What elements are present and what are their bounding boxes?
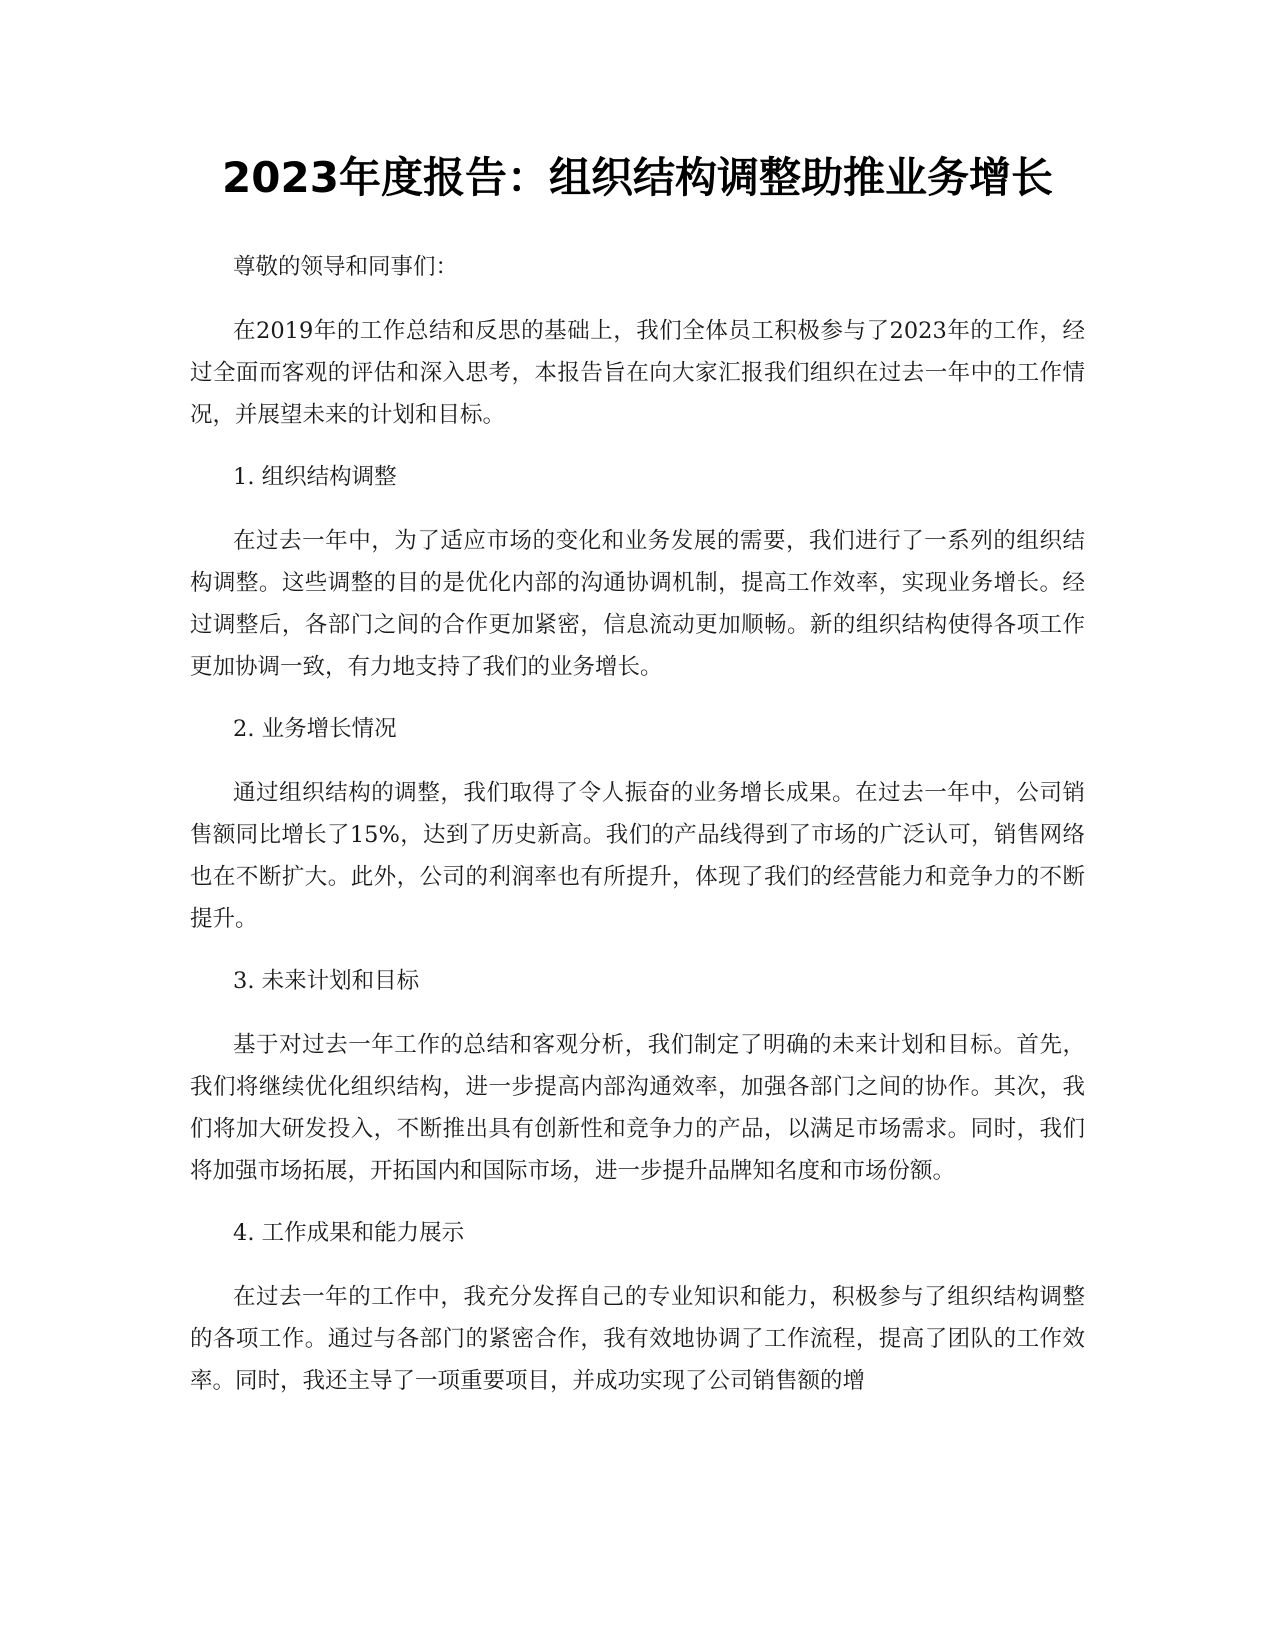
section-heading-1: 1. 组织结构调整 <box>233 464 397 490</box>
section-body-2: 通过组织结构的调整，我们取得了令人振奋的业务增长成果。在过去一年中，公司销售额同比增长了15%，达到了历史新高。我们的产品线得到了市场的广泛认可，销售网络也在不断扩大。此外，公司的利润率也有所提升，体现了我们的经营能力和竞争力的不断提升。 <box>190 780 1085 932</box>
section-heading-3: 3. 未来计划和目标 <box>233 968 420 994</box>
section-heading-4: 4. 工作成果和能力展示 <box>233 1220 465 1246</box>
section-body-1: 在过去一年中，为了适应市场的变化和业务发展的需要，我们进行了一系列的组织结构调整。这些调整的目的是优化内部的沟通协调机制，提高工作效率，实现业务增长。经过调整后，各部门之间的合作更加紧密，信息流动更加顺畅。新的组织结构使得各项工作更加协调一致，有力地支持了我们的业务增长。 <box>190 528 1085 680</box>
document-title: 2023年度报告：组织结构调整助推业务增长 <box>222 153 1053 202</box>
section-body-4: 在过去一年的工作中，我充分发挥自己的专业知识和能力，积极参与了组织结构调整的各项工作。通过与各部门的紧密合作，我有效地协调了工作流程，提高了团队的工作效率。同时，我还主导了一项重要项目，并成功实现了公司销售额的增 <box>190 1284 1085 1394</box>
intro-paragraph: 在2019年的工作总结和反思的基础上，我们全体员工积极参与了2023年的工作，经过全面而客观的评估和深入思考，本报告旨在向大家汇报我们组织在过去一年中的工作情况，并展望未来的计划和目标。 <box>190 318 1085 428</box>
greeting: 尊敬的领导和同事们： <box>233 254 459 280</box>
section-heading-2: 2. 业务增长情况 <box>233 716 397 742</box>
section-body-3: 基于对过去一年工作的总结和客观分析，我们制定了明确的未来计划和目标。首先，我们将继续优化组织结构，进一步提高内部沟通效率，加强各部门之间的协作。其次，我们将加大研发投入，不断推出具有创新性和竞争力的产品，以满足市场需求。同时，我们将加强市场拓展，开拓国内和国际市场，进一步提升品牌知名度和市场份额。 <box>190 1032 1085 1184</box>
